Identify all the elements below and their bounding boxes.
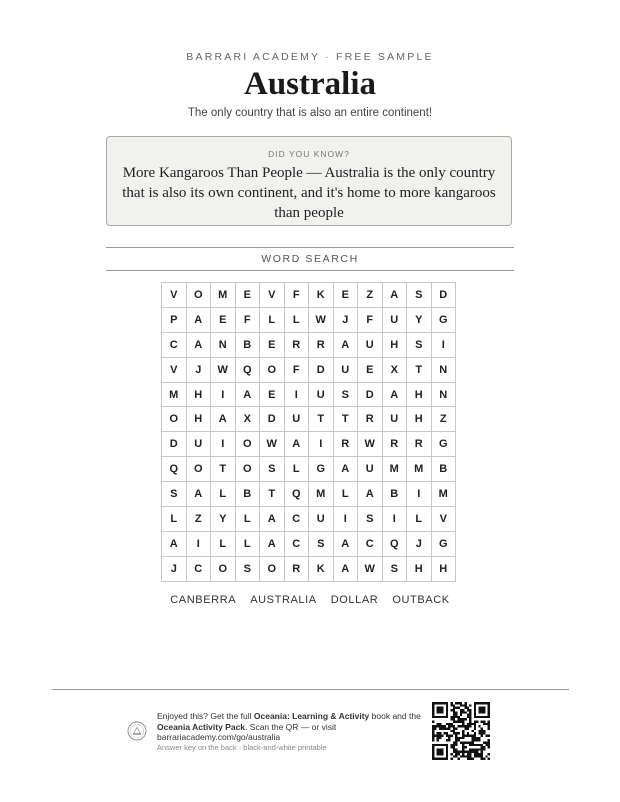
grid-cell[interactable]: T [260, 482, 285, 507]
grid-cell[interactable]: I [186, 531, 211, 556]
word-search-grid [161, 282, 456, 582]
grid-cell[interactable]: U [309, 507, 334, 532]
grid-cell[interactable]: Q [284, 482, 309, 507]
grid-cell[interactable]: A [162, 531, 187, 556]
grid-cell[interactable]: F [284, 357, 309, 382]
grid-cell[interactable]: A [260, 507, 285, 532]
grid-cell[interactable]: D [260, 407, 285, 432]
grid-cell[interactable]: V [260, 283, 285, 308]
grid-cell[interactable]: A [333, 457, 358, 482]
grid-cell[interactable]: D [162, 432, 187, 457]
grid-row [162, 357, 456, 382]
grid-cell[interactable]: L [260, 307, 285, 332]
grid-cell[interactable]: I [431, 332, 456, 357]
grid-cell[interactable]: X [235, 407, 260, 432]
grid-cell[interactable]: G [431, 307, 456, 332]
grid-cell[interactable]: O [235, 432, 260, 457]
grid-cell[interactable]: K [309, 556, 334, 581]
fun-fact-text: More Kangaroos Than People — Australia is the only country that is also its own continent, and it's home to more kangaroos than people [122, 165, 496, 221]
grid-cell[interactable]: I [211, 382, 236, 407]
grid-cell[interactable]: S [162, 482, 187, 507]
grid-cell[interactable]: R [333, 432, 358, 457]
grid-cell[interactable]: F [235, 307, 260, 332]
word-list-item: OUTBACK [392, 594, 450, 606]
grid-row [162, 507, 456, 532]
grid-cell[interactable]: V [431, 507, 456, 532]
grid-cell[interactable]: J [333, 307, 358, 332]
grid-cell[interactable]: H [407, 556, 432, 581]
grid-cell[interactable]: A [382, 283, 407, 308]
grid-cell[interactable]: B [235, 332, 260, 357]
grid-cell[interactable]: T [309, 407, 334, 432]
grid-cell[interactable]: U [382, 407, 407, 432]
grid-cell[interactable]: U [309, 382, 334, 407]
grid-cell[interactable]: L [333, 482, 358, 507]
grid-cell[interactable]: A [235, 382, 260, 407]
grid-cell[interactable]: D [309, 357, 334, 382]
grid-cell[interactable]: H [431, 556, 456, 581]
page-kicker: BARRARI ACADEMY · FREE SAMPLE [186, 51, 434, 63]
grid-row [162, 457, 456, 482]
grid-cell[interactable]: I [407, 482, 432, 507]
promo-prefix: Enjoyed this? Get the full [157, 711, 254, 721]
fun-fact-kicker: DID YOU KNOW? [268, 149, 350, 159]
grid-cell[interactable]: S [235, 556, 260, 581]
grid-cell[interactable]: C [358, 531, 383, 556]
grid-cell[interactable]: C [162, 332, 187, 357]
grid-cell[interactable]: V [162, 283, 187, 308]
grid-cell[interactable]: L [284, 457, 309, 482]
page-subtitle: The only country that is also an entire continent! [187, 107, 433, 119]
page-title: Australia [244, 66, 376, 102]
grid-cell[interactable]: Q [162, 457, 187, 482]
grid-cell[interactable]: A [186, 307, 211, 332]
grid-cell[interactable]: B [431, 457, 456, 482]
grid-cell[interactable]: Y [407, 307, 432, 332]
grid-cell[interactable]: G [431, 432, 456, 457]
grid-cell[interactable]: Q [235, 357, 260, 382]
grid-cell[interactable]: A [284, 432, 309, 457]
grid-cell[interactable]: P [162, 307, 187, 332]
grid-cell[interactable]: R [382, 432, 407, 457]
grid-cell[interactable]: E [333, 283, 358, 308]
grid-cell[interactable]: D [358, 382, 383, 407]
grid-cell[interactable]: R [284, 332, 309, 357]
answer-key-note: Answer key on the back · black-and-white printable [157, 742, 327, 752]
grid-cell[interactable]: J [162, 556, 187, 581]
grid-cell[interactable]: T [407, 357, 432, 382]
grid-cell[interactable]: S [333, 382, 358, 407]
grid-cell[interactable]: M [382, 457, 407, 482]
promo-text [157, 711, 422, 753]
grid-cell[interactable]: S [407, 283, 432, 308]
grid-cell[interactable]: L [407, 507, 432, 532]
grid-cell[interactable]: W [358, 556, 383, 581]
grid-cell[interactable]: S [407, 332, 432, 357]
qr-code-icon[interactable] [432, 702, 490, 760]
grid-cell[interactable]: O [162, 407, 187, 432]
grid-cell[interactable]: O [260, 357, 285, 382]
grid-cell[interactable]: F [284, 283, 309, 308]
grid-cell[interactable]: W [309, 307, 334, 332]
grid-cell[interactable]: E [235, 283, 260, 308]
word-list-item: CANBERRA [170, 594, 237, 606]
grid-row [162, 482, 456, 507]
grid-cell[interactable]: A [333, 556, 358, 581]
grid-cell[interactable]: M [407, 457, 432, 482]
grid-cell[interactable]: H [186, 407, 211, 432]
grid-cell[interactable]: I [211, 432, 236, 457]
grid-cell[interactable]: C [284, 507, 309, 532]
grid-row [162, 407, 456, 432]
grid-cell[interactable]: A [186, 332, 211, 357]
word-search-heading: WORD SEARCH [106, 247, 514, 271]
grid-row [162, 432, 456, 457]
grid-cell[interactable]: I [309, 432, 334, 457]
word-list-item: AUSTRALIA [250, 594, 317, 606]
grid-cell[interactable]: J [186, 357, 211, 382]
grid-cell[interactable]: Z [186, 507, 211, 532]
grid-cell[interactable]: U [333, 357, 358, 382]
grid-cell[interactable]: S [358, 507, 383, 532]
grid-cell[interactable]: E [260, 382, 285, 407]
grid-cell[interactable]: O [235, 457, 260, 482]
grid-cell[interactable]: S [382, 556, 407, 581]
grid-cell[interactable]: U [284, 407, 309, 432]
grid-cell[interactable]: M [211, 283, 236, 308]
grid-cell[interactable]: E [358, 357, 383, 382]
grid-row [162, 332, 456, 357]
grid-cell[interactable]: U [358, 332, 383, 357]
grid-cell[interactable]: M [162, 382, 187, 407]
academy-seal-icon [127, 721, 147, 741]
grid-cell[interactable]: W [260, 432, 285, 457]
grid-cell[interactable]: A [382, 382, 407, 407]
book-name: Oceania: Learning & Activity [253, 711, 370, 721]
grid-cell[interactable]: A [186, 482, 211, 507]
grid-cell[interactable]: H [186, 382, 211, 407]
grid-cell[interactable]: N [431, 357, 456, 382]
grid-cell[interactable]: T [211, 457, 236, 482]
grid-cell[interactable]: U [358, 457, 383, 482]
grid-cell[interactable]: K [309, 283, 334, 308]
grid-cell[interactable]: H [407, 382, 432, 407]
grid-cell[interactable]: N [431, 382, 456, 407]
grid-row [162, 307, 456, 332]
grid-cell[interactable]: J [407, 531, 432, 556]
grid-cell[interactable]: U [382, 307, 407, 332]
grid-cell[interactable]: R [358, 407, 383, 432]
grid-cell[interactable]: C [186, 556, 211, 581]
grid-cell[interactable]: Z [358, 283, 383, 308]
grid-cell[interactable]: O [186, 457, 211, 482]
grid-cell[interactable]: A [211, 407, 236, 432]
grid-cell[interactable]: O [186, 283, 211, 308]
word-list-item: DOLLAR [330, 594, 379, 606]
footer-divider [52, 689, 569, 690]
grid-cell[interactable]: L [211, 531, 236, 556]
grid-cell[interactable]: D [431, 283, 456, 308]
grid-row [162, 382, 456, 407]
grid-cell[interactable]: Y [211, 507, 236, 532]
grid-cell[interactable]: H [407, 407, 432, 432]
grid-cell[interactable]: N [211, 332, 236, 357]
grid-cell[interactable]: U [186, 432, 211, 457]
grid-cell[interactable]: L [235, 507, 260, 532]
grid-cell[interactable]: G [431, 531, 456, 556]
fun-fact-box [106, 136, 512, 226]
grid-cell[interactable]: C [284, 531, 309, 556]
grid-row [162, 531, 456, 556]
grid-cell[interactable]: V [162, 357, 187, 382]
promo-mid: book and the [369, 711, 421, 721]
grid-row [162, 283, 456, 308]
grid-cell[interactable]: S [260, 457, 285, 482]
grid-cell[interactable]: L [284, 307, 309, 332]
grid-cell[interactable]: A [333, 531, 358, 556]
grid-cell[interactable]: A [358, 482, 383, 507]
grid-cell[interactable]: L [162, 507, 187, 532]
grid-cell[interactable]: X [382, 357, 407, 382]
grid-cell[interactable]: Z [431, 407, 456, 432]
grid-cell[interactable]: I [284, 382, 309, 407]
grid-row [162, 556, 456, 581]
grid-cell[interactable]: L [211, 482, 236, 507]
grid-cell[interactable]: O [260, 556, 285, 581]
grid-cell[interactable]: B [235, 482, 260, 507]
grid-cell[interactable]: R [309, 332, 334, 357]
grid-cell[interactable]: L [235, 531, 260, 556]
grid-cell[interactable]: E [260, 332, 285, 357]
grid-cell[interactable]: I [333, 507, 358, 532]
grid-cell[interactable]: O [211, 556, 236, 581]
grid-cell[interactable]: R [407, 432, 432, 457]
grid-cell[interactable]: M [431, 482, 456, 507]
word-list [0, 594, 620, 606]
grid-cell[interactable]: A [333, 332, 358, 357]
grid-cell[interactable]: E [211, 307, 236, 332]
promo-suffix[interactable]: . Scan the QR — or visit barrariacademy.com/go/australia [157, 721, 337, 742]
grid-cell[interactable]: A [260, 531, 285, 556]
grid-cell[interactable]: I [382, 507, 407, 532]
grid-cell[interactable]: Q [382, 531, 407, 556]
grid-cell[interactable]: F [358, 307, 383, 332]
grid-cell[interactable]: R [284, 556, 309, 581]
grid-cell[interactable]: M [309, 482, 334, 507]
grid-cell[interactable]: W [358, 432, 383, 457]
grid-cell[interactable]: S [309, 531, 334, 556]
grid-cell[interactable]: W [211, 357, 236, 382]
pack-name: Oceania Activity Pack [157, 721, 246, 732]
grid-cell[interactable]: B [382, 482, 407, 507]
grid-cell[interactable]: T [333, 407, 358, 432]
grid-cell[interactable]: H [382, 332, 407, 357]
grid-cell[interactable]: G [309, 457, 334, 482]
